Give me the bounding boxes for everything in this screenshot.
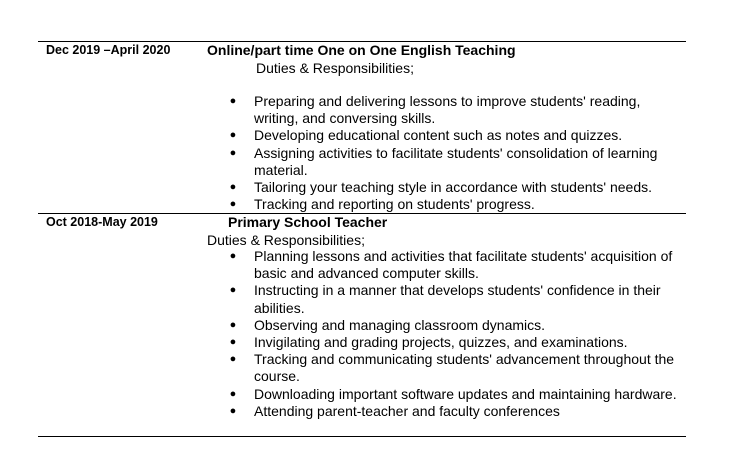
bullet-icon: ● [229, 387, 237, 400]
list-item: ● Attending parent-teacher and faculty conferences [229, 402, 560, 419]
bullet-icon: ● [229, 95, 237, 107]
bullet-icon: ● [229, 129, 237, 142]
list-item: ● Preparing and delivering lessons to improve students' reading, writing, and conversing skills. [229, 93, 641, 127]
list-item: ● Observing and managing classroom dynamics. [229, 316, 546, 333]
list-item: ● Assigning activities to facilitate students' consolidation of learning material. [229, 144, 658, 178]
entry-1-subhead: Duties & Responsibilities; [256, 60, 414, 76]
table-bottom-rule [38, 436, 686, 437]
entry-2-subhead: Duties & Responsibilities; [207, 232, 365, 248]
bullet-icon: ● [229, 146, 237, 159]
bullet-icon: ● [229, 318, 237, 331]
list-item: ● Developing educational content such as notes and quizzes. [229, 127, 623, 144]
list-item: ● Tracking and communicating students' advancement throughout the course. [229, 351, 675, 385]
list-item: ● Instructing in a manner that develops students' confidence in their abilities. [229, 282, 661, 316]
bullet-icon: ● [229, 404, 237, 417]
list-item: ● Downloading important software updates and maintaining hardware. [229, 385, 677, 402]
bullet-icon: ● [229, 198, 237, 211]
entry-1-date: Dec 2019 –April 2020 [46, 43, 171, 57]
bullet-icon: ● [229, 284, 237, 297]
entry-2-title: Primary School Teacher [228, 214, 388, 230]
entry-1-title: Online/part time One on One English Teaching [207, 42, 516, 58]
bullet-icon: ● [229, 250, 237, 262]
entry-2-duties-list [228, 248, 686, 420]
bullet-icon: ● [229, 336, 237, 349]
list-item: ● Invigilating and grading projects, quizzes, and examinations. [229, 334, 628, 351]
bullet-icon: ● [229, 353, 237, 366]
list-item: ● Tailoring your teaching style in accordance with students' needs. [229, 179, 653, 196]
bullet-icon: ● [229, 181, 237, 194]
list-item: ● Planning lessons and activities that facilitate students' acquisition of basic and advanced computer skills. [229, 248, 673, 282]
entry-1-duties-list [228, 93, 686, 213]
list-item: ● Tracking and reporting on students' progress. [229, 196, 535, 213]
entry-2-date: Oct 2018-May 2019 [46, 215, 158, 229]
